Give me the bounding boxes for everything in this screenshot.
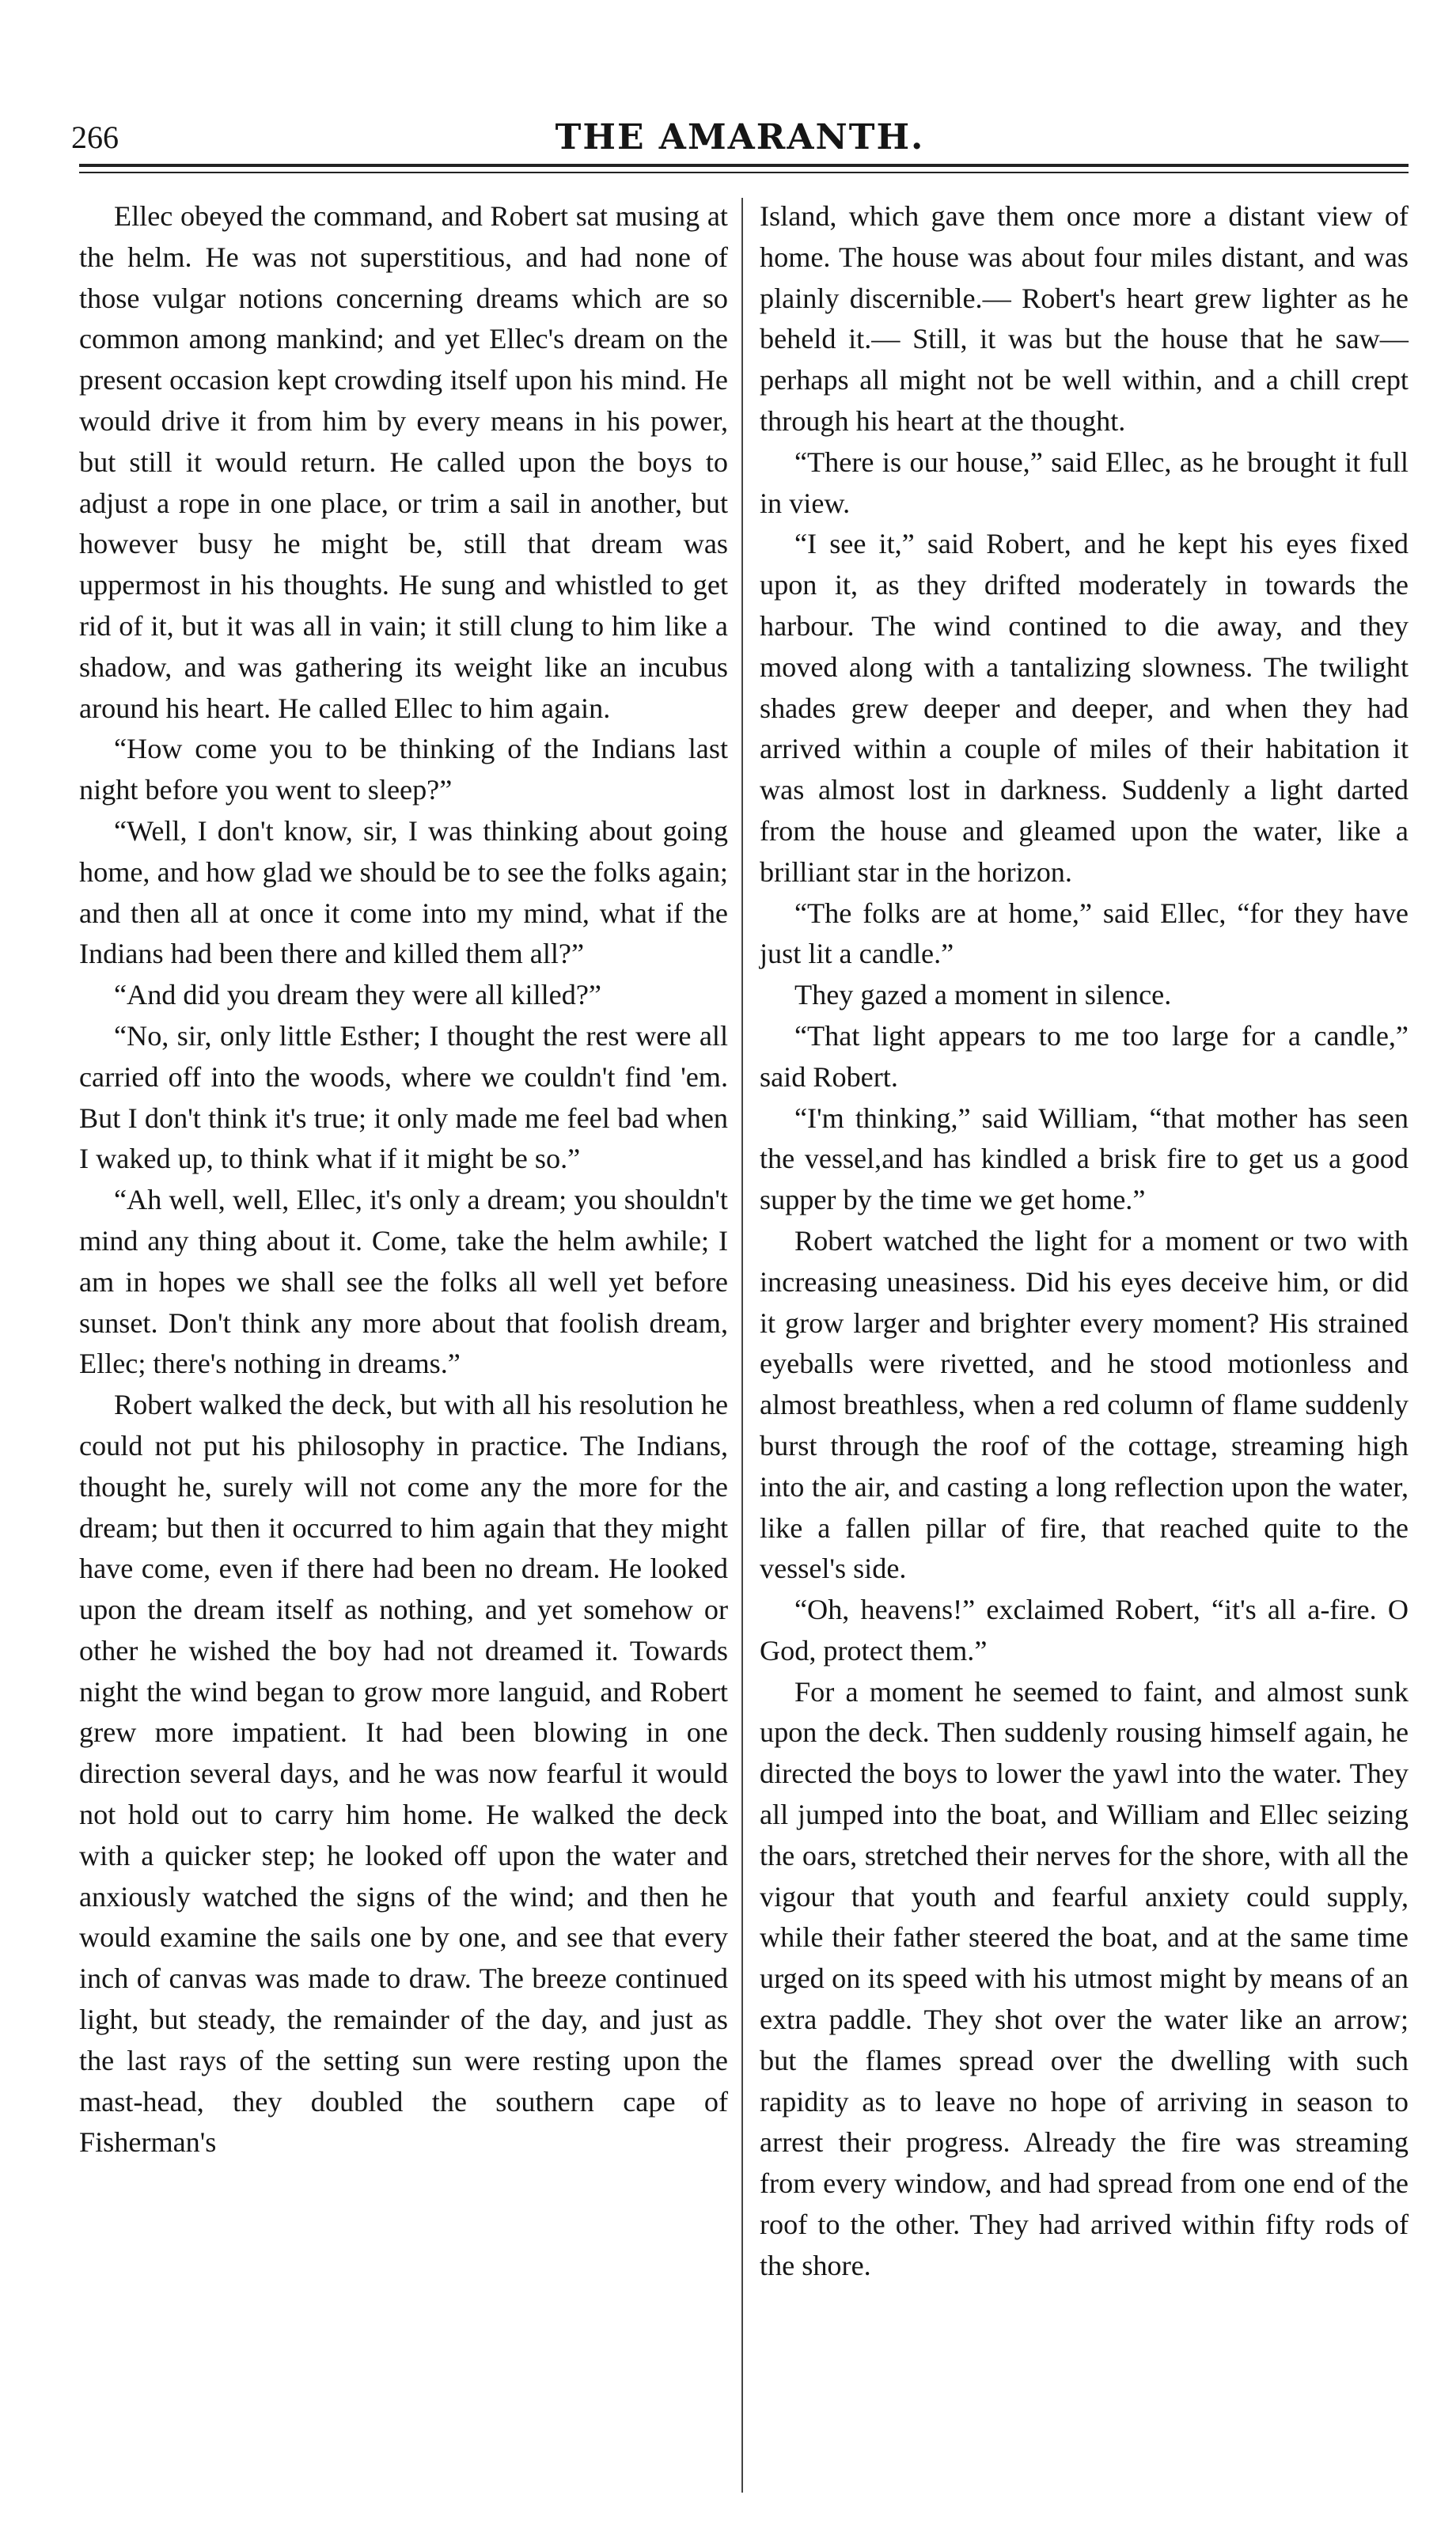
header-rule-thick — [79, 164, 1409, 167]
paragraph: “No, sir, only little Esther; I thought the rest were all carried off into the woods, where we couldn't find 'em. But I don't think it's true; it only made me feel bad when I waked up, to think what if it might be so.” — [79, 1019, 728, 1175]
paragraph: Robert watched the light for a moment or two with increasing uneasiness. Did his eyes deceive him, or did it grow larger and brighter every moment? His strained eyeballs were rivetted, and he stood motionless and almost breathless, when a red column of flame suddenly burst through the roof of the cottage, streaming high into the air, and casting a long reflection upon the water, like a fallen pillar of fire, that reached quite to the vessel's side. — [760, 1224, 1409, 1585]
paragraph: “Oh, heavens!” exclaimed Robert, “it's all a-fire. O God, protect them.” — [760, 1594, 1409, 1666]
paragraph-continued: Island, which gave them once more a distant view of home. The house was about four miles distant, and was plainly discernible.— Robert's heart grew lighter as he beheld it.— Still, it was but the house that he saw—perhaps all might not be well within, and a chill crept through his heart at the thought. — [760, 200, 1409, 437]
paragraph: “Well, I don't know, sir, I was thinking about going home, and how glad we should be to see the folks again; and then all at once it come into my mind, what if the Indians had been there and killed them all?” — [79, 814, 728, 970]
paragraph: “And did you dream they were all killed?” — [114, 979, 601, 1011]
paragraph: “I'm thinking,” said William, “that mother has seen the vessel,and has kindled a brisk fire to get us a good supper by the time we get home.” — [760, 1101, 1409, 1216]
paragraph: Ellec obeyed the command, and Robert sat musing at the helm. He was not superstitious, and had none of those vulgar notions concerning dreams which are so common among mankind; and yet Ellec's dream on the present occasion kept crowding itself upon his mind. He would drive it from him by every means in his power, but still it would return. He called upon the boys to adjust a rope in one place, or trim a sail in another, but however busy he might be, still that dream was uppermost in his thoughts. He sung and whistled to get rid of it, but it was all in vain; it still clung to him like a shadow, and was gathering its weight like an incubus around his heart. He called Ellec to him again. — [79, 200, 728, 724]
paragraph: “Ah well, well, Ellec, it's only a dream; you shouldn't mind any thing about it. Come, take the helm awhile; I am in hopes we shall see the folks all well yet before sunset. Don't think any more about that foolish dream, Ellec; there's nothing in dreams.” — [79, 1184, 728, 1380]
paragraph: “There is our house,” said Ellec, as he brought it full in view. — [760, 446, 1409, 519]
page-number: 266 — [71, 119, 119, 155]
paragraph: “I see it,” said Robert, and he kept his eyes fixed upon it, as they drifted moderately in towards the harbour. The wind contined to die away, and they moved along with a tantalizing slowness. The twilight shades grew deeper and deeper, and when they had arrived within a couple of miles of their habitation it was almost lost in darkness. Suddenly a light darted from the house and gleamed upon the water, like a brilliant star in the horizon. — [760, 528, 1409, 888]
right-column — [760, 196, 1409, 2287]
paragraph: “The folks are at home,” said Ellec, “for they have just lit a candle.” — [760, 897, 1409, 970]
left-column — [79, 196, 728, 2163]
paragraph: Robert walked the deck, but with all his resolution he could not put his philosophy in practice. The Indians, thought he, surely will not come any the more for the dream; but then it occurred to him again that they might have come, even if there had been no dream. He looked upon the dream itself as nothing, and yet somehow or other he wished the boy had not dreamed it. Towards night the wind began to grow more languid, and Robert grew more impatient. It had been blowing in one direction several days, and he was now fearful it would not hold out to carry him home. He walked the deck with a quicker step; he looked off upon the water and anxiously watched the signs of the wind; and then he would examine the sails one by one, and see that every inch of canvas was made to draw. The breeze continued light, but steady, the remainder of the day, and just as the last rays of the setting sun were resting upon the mast-head, they doubled the southern cape of Fisherman's — [79, 1389, 728, 2159]
header-rule-thin — [79, 172, 1409, 173]
paragraph: “How come you to be thinking of the Indians last night before you went to sleep?” — [79, 733, 728, 806]
running-title: THE AMARANTH. — [555, 117, 925, 157]
paragraph: “That light appears to me too large for a candle,” said Robert. — [760, 1019, 1409, 1093]
paragraph: For a moment he seemed to faint, and almost sunk upon the deck. Then suddenly rousing himself again, he directed the boys to lower the yawl into the water. They all jumped into the boat, and William and Ellec seizing the oars, stretched their nerves for the shore, with all the vigour that youth and fearful anxiety could supply, while their father steered the boat, and at the same time urged on its speed with his utmost might by means of an extra paddle. They shot over the water like an arrow; but the flames spread over the dwelling with such rapidity as to leave no hope of arriving in season to arrest their progress. Already the fire was streaming from every window, and had spread from one end of the roof to the other. They had arrived within fifty rods of the shore. — [760, 1675, 1409, 2281]
column-divider — [741, 198, 743, 2493]
paragraph: They gazed a moment in silence. — [794, 979, 1172, 1011]
